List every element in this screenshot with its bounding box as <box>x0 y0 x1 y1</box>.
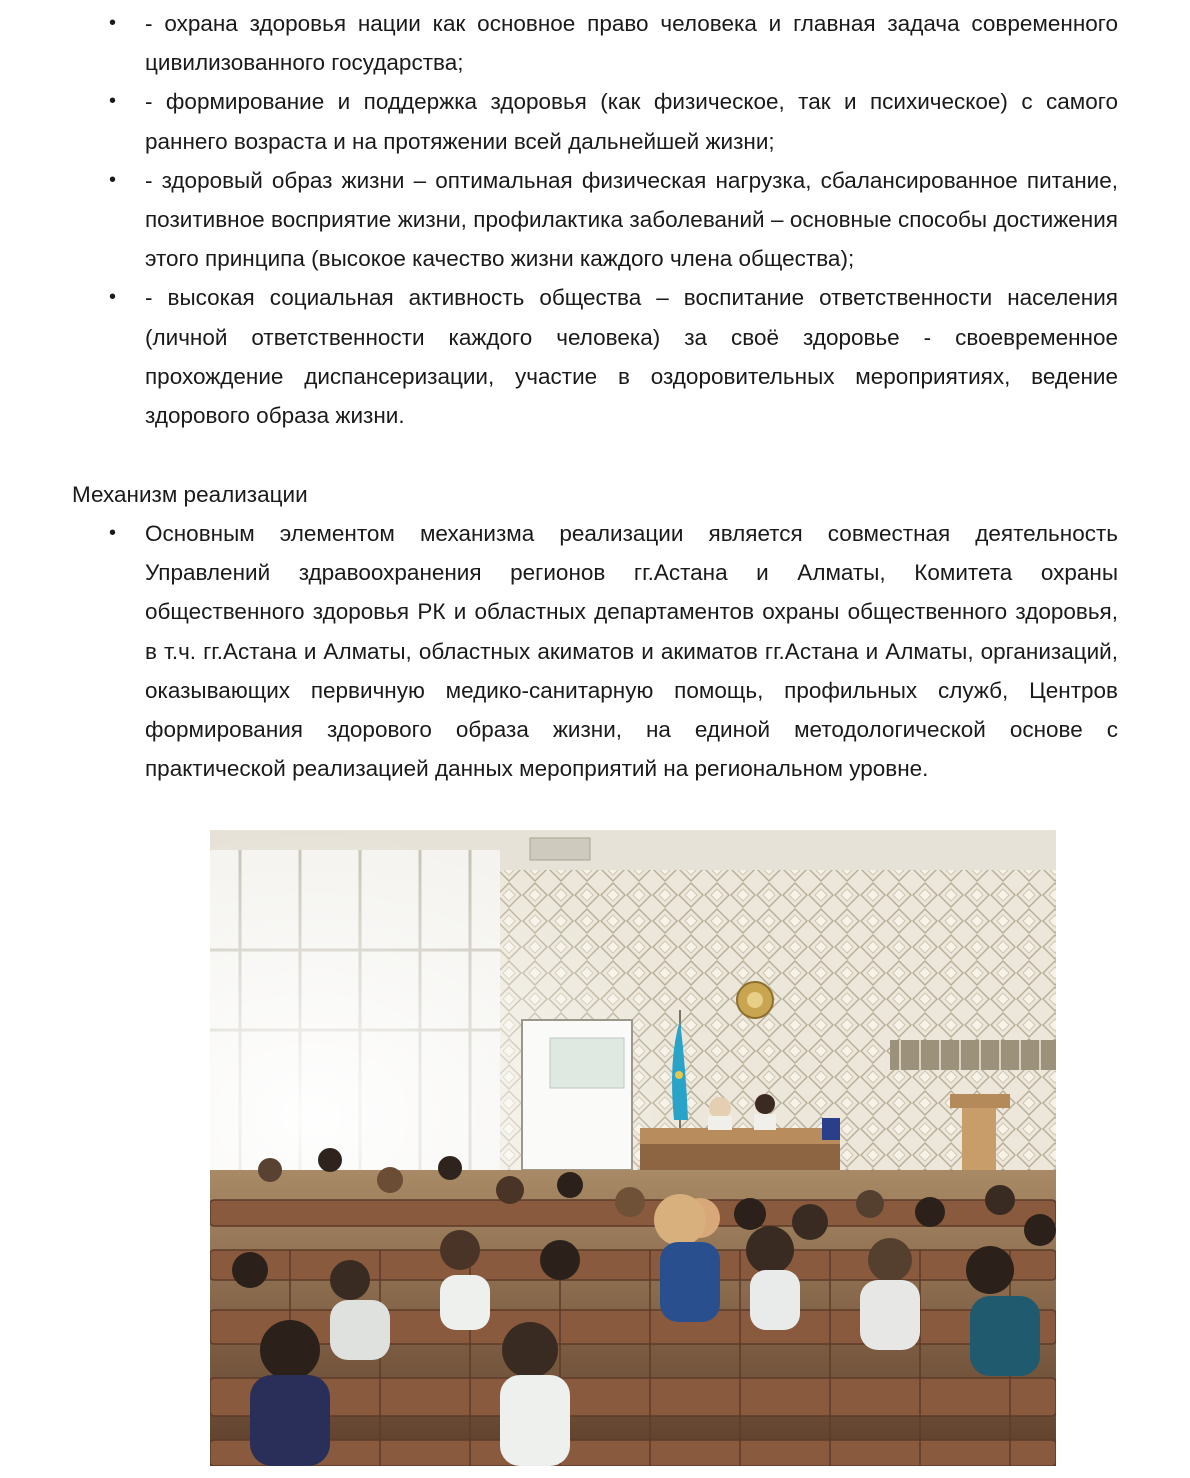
conference-hall-photo <box>210 830 1056 1466</box>
bullet-icon: • <box>109 12 117 34</box>
list-item-text: - высокая социальная активность общества – воспитание ответственности населения (личной ответственности каждого человека) за своё здоровье - своевременное прохождение диспансеризации, участие в оздоровительных мероприятиях, ведение здорового образа жизни. <box>145 285 1118 429</box>
list-item-text: - здоровый образ жизни – оптимальная физическая нагрузка, сбалансированное питание, позитивное восприятие жизни, профилактика заболеваний – основные способы достижения этого принципа (высокое качество жизни каждого члена общества); <box>145 167 1118 272</box>
bullet-icon: • <box>109 522 117 544</box>
mechanism-list <box>0 514 1190 788</box>
list-item-text: - охрана здоровья нации как основное право человека и главная задача современного цивилизованного государства; <box>145 11 1118 76</box>
bullet-icon: • <box>109 286 117 309</box>
list-item <box>0 161 1118 279</box>
list-item <box>0 4 1118 82</box>
bullet-icon: • <box>109 168 117 191</box>
list-item <box>0 278 1118 435</box>
list-item-text: - формирование и поддержка здоровья (как физическое, так и психическое) с самого раннего возраста и на протяжении всей дальнейшей жизни; <box>145 89 1118 154</box>
bullet-icon: • <box>109 90 117 113</box>
list-item-text: Основным элементом механизма реализации является совместная деятельность Управлений здравоохранения регионов гг.Астана и Алматы, Комитета охраны общественного здоровья РК и областных департаментов охраны общественного здоровья, в т.ч. гг.Астана и Алматы, областных акиматов и акиматов гг.Астана и Алматы, организаций, оказывающих первичную медико-санитарную помощь, профильных служб, Центров формирования здорового образа жизни, на единой методологической основе с практической реализацией данных мероприятий на региональном уровне. <box>145 521 1118 782</box>
photo-illustration <box>210 830 1056 1466</box>
section-heading: Механизм реализации <box>72 482 308 507</box>
list-item <box>0 82 1118 160</box>
principles-list <box>0 4 1190 435</box>
list-item <box>0 514 1118 788</box>
